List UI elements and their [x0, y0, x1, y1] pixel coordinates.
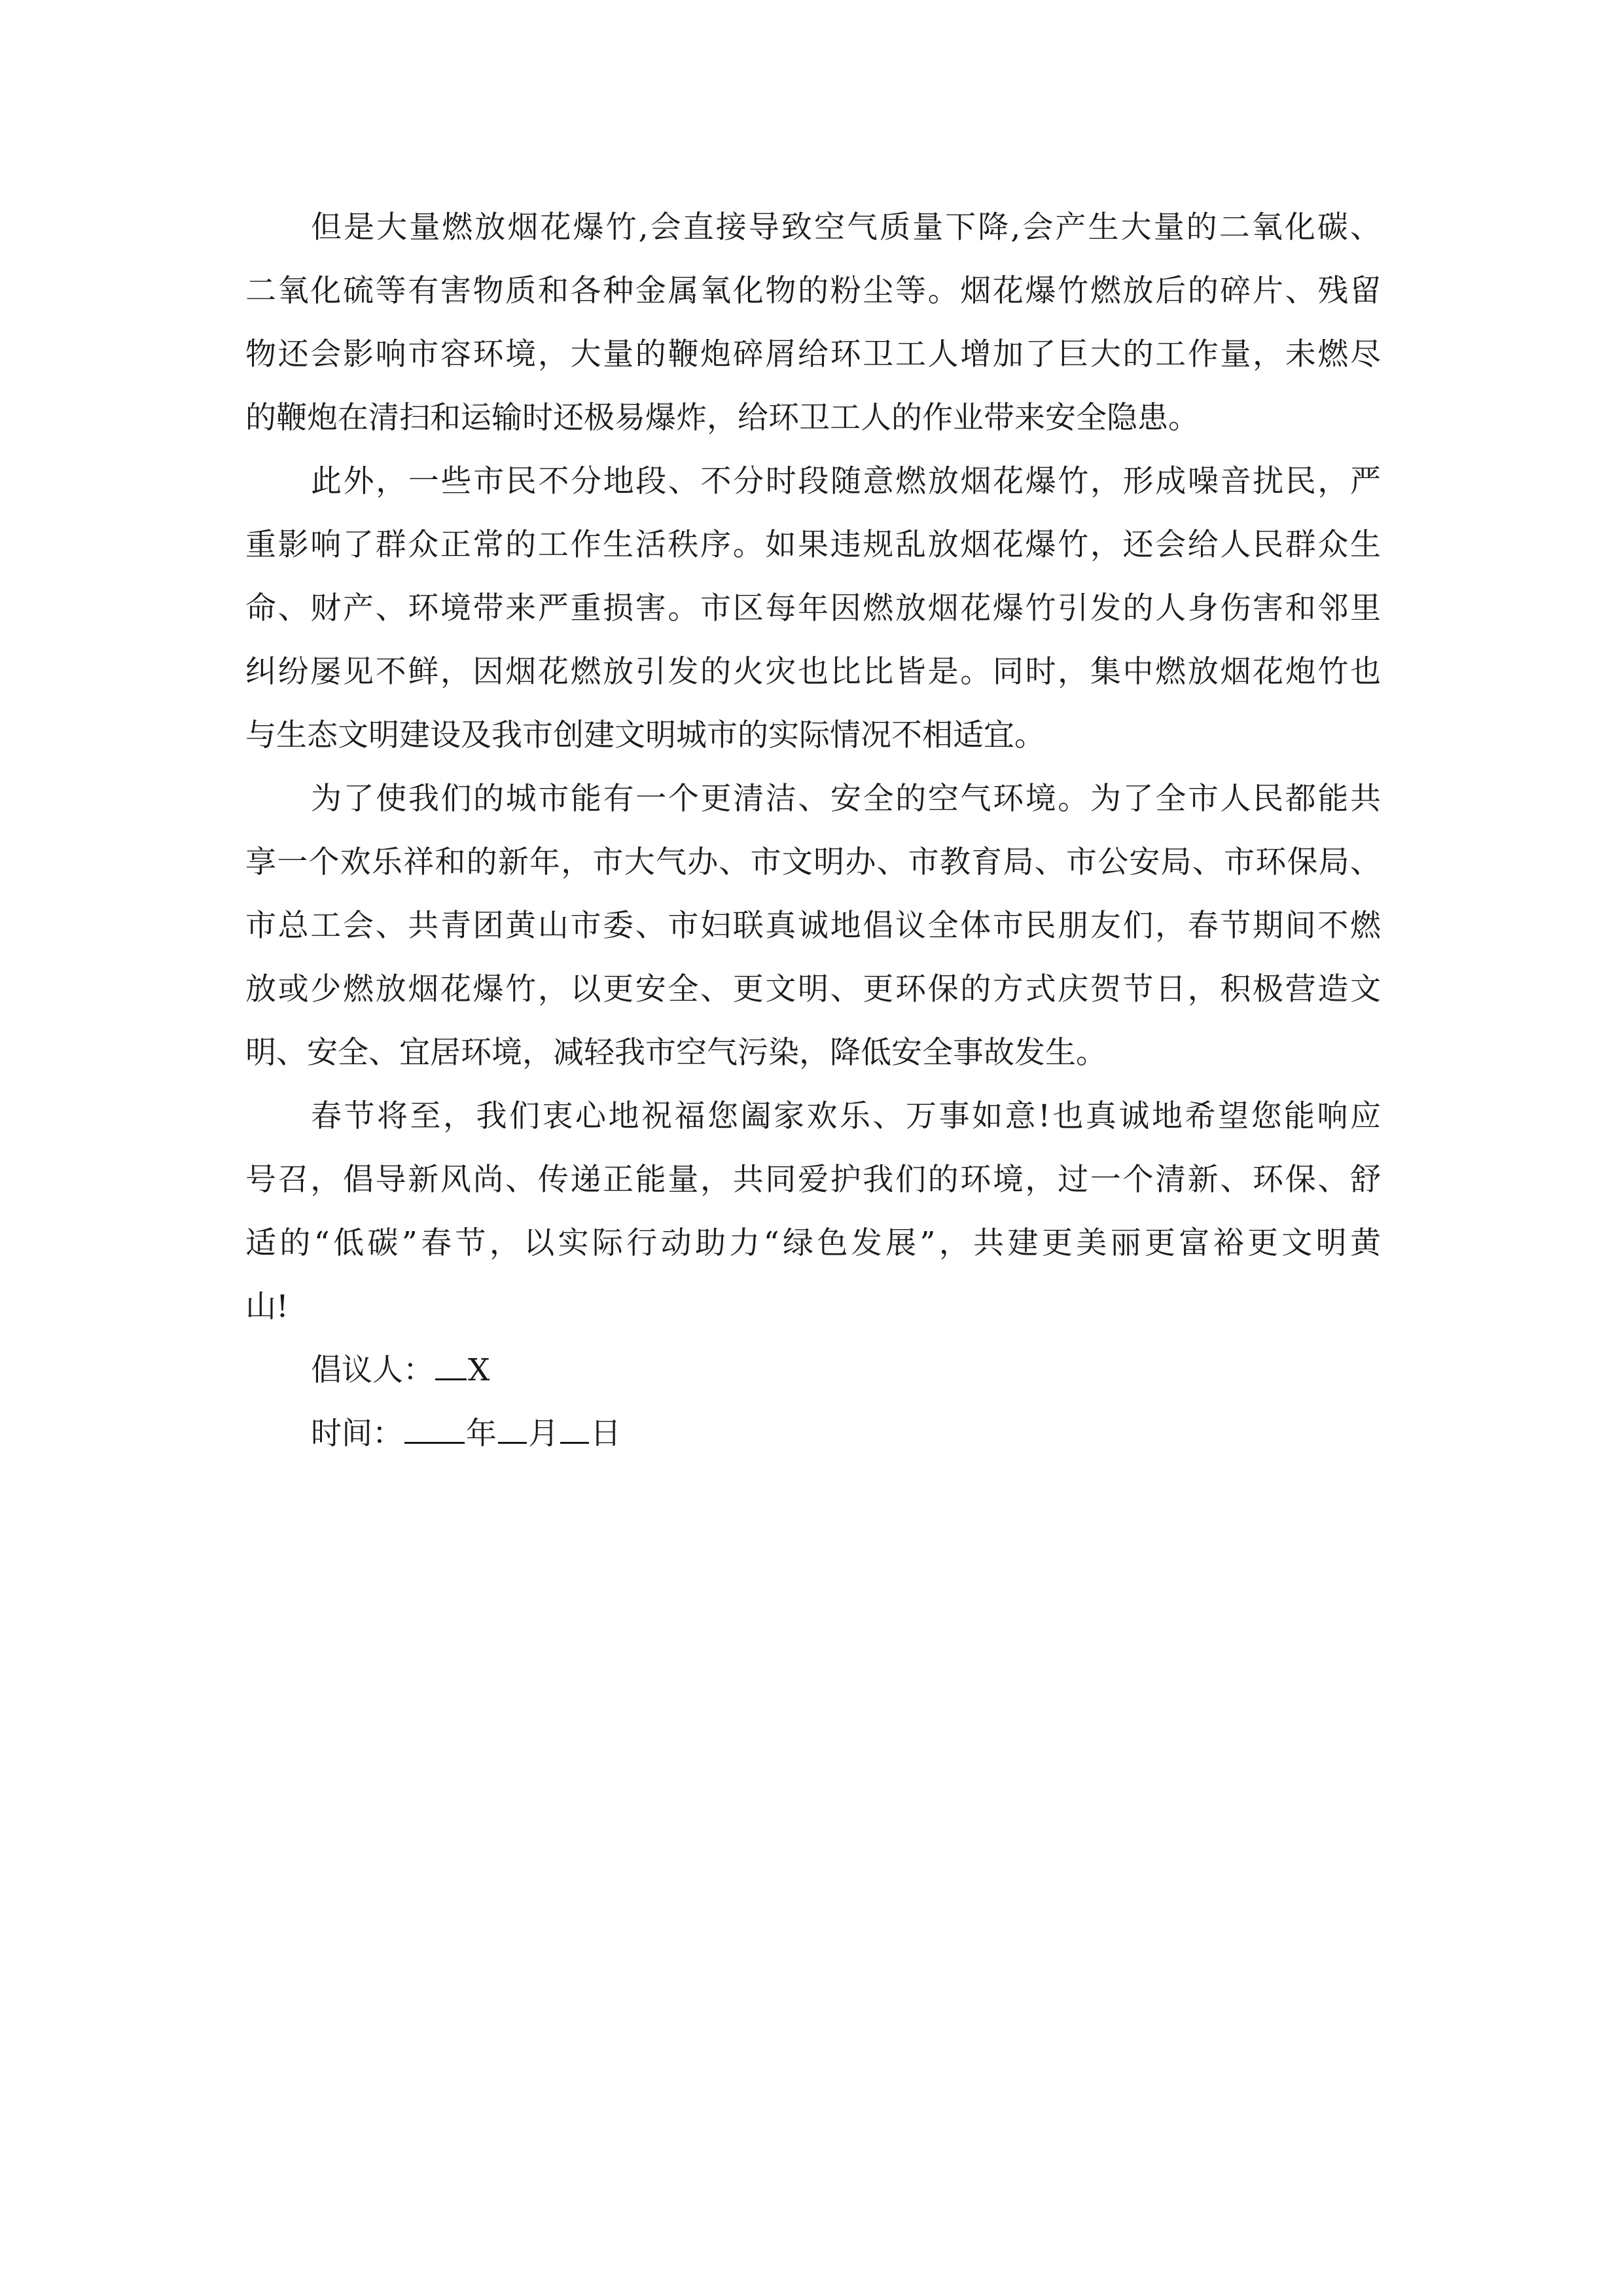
proposer-blank	[435, 1346, 467, 1380]
paragraph-1-line-3: 物还会影响市容环境，大量的鞭炮碎屑给环卫工人增加了巨大的工作量，未燃尽	[245, 336, 1381, 372]
paragraph-2-line-2: 重影响了群众正常的工作生活秩序。如果违规乱放烟花爆竹，还会给人民群众生	[245, 527, 1381, 563]
paragraph-4-line-4: 山!	[245, 1289, 289, 1325]
paragraph-2-line-5: 与生态文明建设及我市创建文明城市的实际情况不相适宜。	[245, 717, 1045, 753]
paragraph-3-line-4: 放或少燃放烟花爆竹，以更安全、更文明、更环保的方式庆贺节日，积极营造文	[245, 971, 1381, 1007]
month-blank	[498, 1409, 527, 1444]
date-line	[311, 1403, 621, 1465]
day-unit: 日	[590, 1416, 621, 1452]
paragraph-4-line-2: 号召，倡导新风尚、传递正能量，共同爱护我们的环境，过一个清新、环保、舒	[245, 1162, 1381, 1198]
proposer-value: X	[468, 1352, 490, 1388]
paragraph-4-line-3: 适的“低碳”春节，以实际行动助力“绿色发展”，共建更美丽更富裕更文明黄	[245, 1225, 1381, 1261]
year-blank	[404, 1409, 465, 1444]
paragraph-2-line-4: 纠纷屡见不鲜，因烟花燃放引发的火灾也比比皆是。同时，集中燃放烟花炮竹也	[245, 654, 1381, 690]
paragraph-3-line-5: 明、安全、宜居环境，减轻我市空气污染，降低安全事故发生。	[245, 1035, 1107, 1071]
proposer-line	[311, 1339, 490, 1402]
paragraph-1-line-4: 的鞭炮在清扫和运输时还极易爆炸，给环卫工人的作业带来安全隐患。	[245, 400, 1199, 436]
proposer-label: 倡议人：	[311, 1352, 434, 1388]
paragraph-2-line-3: 命、财产、环境带来严重损害。市区每年因燃放烟花爆竹引发的人身伤害和邻里	[245, 590, 1381, 626]
date-label: 时间：	[311, 1416, 403, 1452]
paragraph-4-line-1: 春节将至，我们衷心地祝福您阖家欢乐、万事如意!也真诚地希望您能响应	[311, 1098, 1381, 1134]
paragraph-1-line-1: 但是大量燃放烟花爆竹,会直接导致空气质量下降,会产生大量的二氧化碳、	[311, 209, 1381, 245]
year-unit: 年	[466, 1416, 497, 1452]
paragraph-3-line-2: 享一个欢乐祥和的新年，市大气办、市文明办、市教育局、市公安局、市环保局、	[245, 844, 1381, 880]
month-unit: 月	[528, 1416, 559, 1452]
day-blank	[560, 1409, 589, 1444]
paragraph-1-line-2: 二氧化硫等有害物质和各种金属氧化物的粉尘等。烟花爆竹燃放后的碎片、残留	[245, 273, 1381, 309]
paragraph-3-line-3: 市总工会、共青团黄山市委、市妇联真诚地倡议全体市民朋友们，春节期间不燃	[245, 908, 1381, 944]
paragraph-3-line-1: 为了使我们的城市能有一个更清洁、安全的空气环境。为了全市人民都能共	[311, 781, 1381, 817]
paragraph-2-line-1: 此外，一些市民不分地段、不分时段随意燃放烟花爆竹，形成噪音扰民，严	[311, 463, 1381, 499]
